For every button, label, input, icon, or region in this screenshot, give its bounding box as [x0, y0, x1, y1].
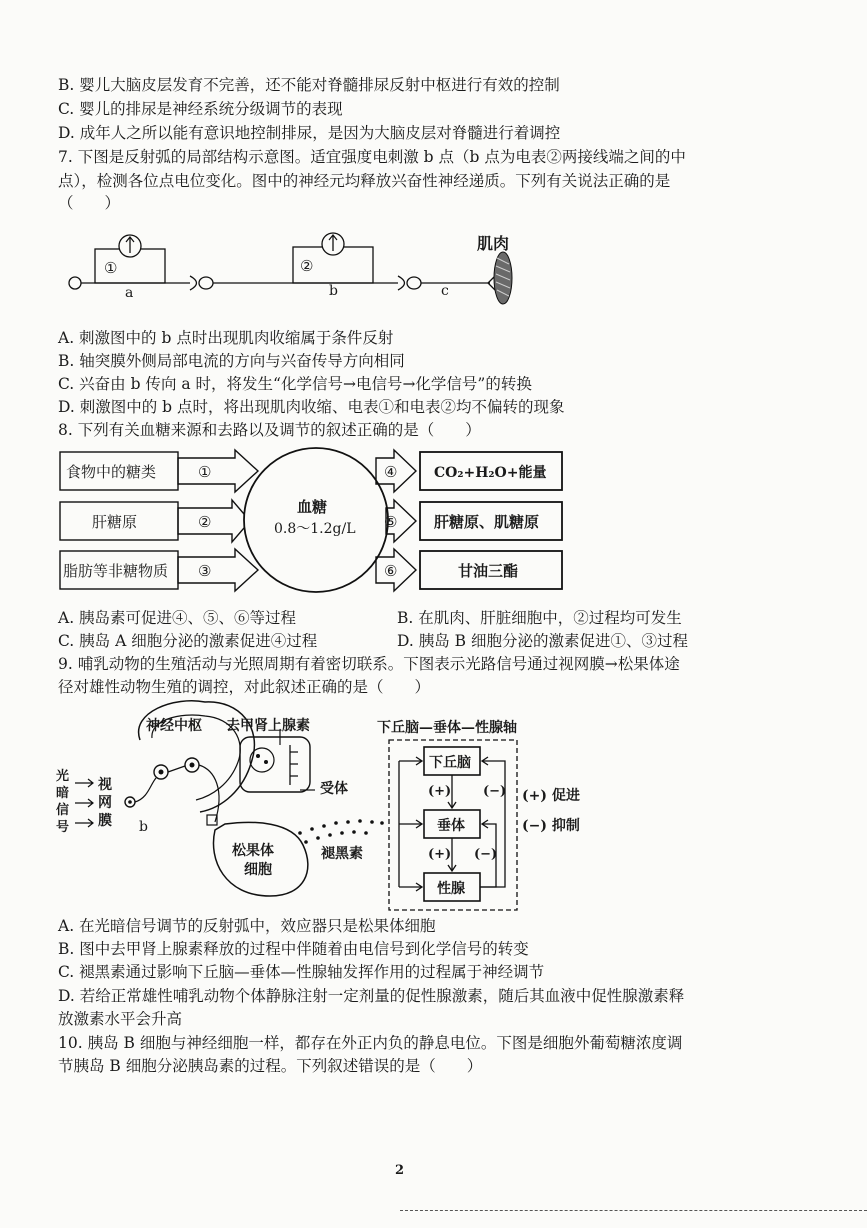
pineal-label-2: 细胞 — [244, 862, 272, 878]
pituitary-box: 垂体 — [437, 818, 465, 834]
q10-stem-line-2: 节胰岛 B 细胞分泌胰岛素的过程。下列叙述错误的是（ ） — [58, 1057, 483, 1075]
point-b-label: b — [329, 283, 338, 299]
light-signal-label-3: 信 — [56, 803, 70, 818]
melatonin-label: 褪黑素 — [321, 846, 363, 862]
q6-option-d: D. 成年人之所以能有意识地控制排尿，是因为大脑皮层对脊髓进行着调控 — [58, 124, 561, 142]
gonad-box: 性腺 — [437, 881, 465, 897]
hypothalamus-box: 下丘脑 — [429, 755, 471, 771]
point-a-label: a — [125, 285, 134, 301]
source-liver-glycogen: 肝糖原 — [92, 513, 138, 531]
retina-label-2: 网 — [98, 795, 112, 811]
promote-marker-1: (+) — [428, 784, 452, 799]
arrow-2-label: ② — [198, 513, 212, 531]
q7-option-d: D. 刺激图中的 b 点时，将出现肌肉收缩、电表①和电表②均不偏转的现象 — [58, 398, 565, 416]
q8-option-b: B. 在肌肉、肝脏细胞中，②过程均可发生 — [397, 609, 682, 627]
q9-stem-line-2: 径对雄性动物生殖的调控，对此叙述正确的是（ ） — [58, 678, 431, 696]
pineal-label-1: 松果体 — [232, 843, 274, 859]
light-signal-label-2: 暗 — [56, 786, 70, 801]
legend-promote: (+) 促进 — [522, 788, 580, 804]
blood-sugar-title: 血糖 — [297, 498, 328, 516]
q8-option-c: C. 胰岛 A 细胞分泌的激素促进④过程 — [58, 632, 318, 650]
arrow-3-label: ③ — [198, 562, 212, 580]
q6-option-c: C. 婴儿的排尿是神经系统分级调节的表现 — [58, 100, 343, 118]
arrow-5-label: ⑤ — [384, 513, 398, 531]
retina-label-3: 膜 — [98, 813, 112, 829]
arrow-1-label: ① — [198, 463, 212, 481]
q9-option-a: A. 在光暗信号调节的反射弧中，效应器只是松果体细胞 — [58, 917, 436, 935]
light-signal-label-1: 光 — [56, 769, 70, 784]
page-number: 2 — [395, 1163, 405, 1178]
q6-option-b: B. 婴儿大脑皮层发育不完善，还不能对脊髓排尿反射中枢进行有效的控制 — [58, 76, 560, 94]
promote-marker-2: (+) — [428, 847, 452, 862]
inhibit-marker-2: (−) — [474, 847, 498, 862]
bottom-rule — [400, 1210, 867, 1211]
meter-1-label: ① — [104, 259, 118, 277]
dest-oxidation: CO₂+H₂O+能量 — [434, 465, 547, 481]
muscle-label: 肌肉 — [477, 234, 510, 253]
legend-inhibit: (−) 抑制 — [522, 818, 580, 834]
q7-stem-line-2: 点），检测各位点电位变化。图中的神经元均释放兴奋性神经递质。下列有关说法正确的是 — [58, 172, 671, 190]
q10-stem-line-1: 10. 胰岛 B 细胞与神经细胞一样，都存在外正内负的静息电位。下图是细胞外葡萄糖浓度调 — [58, 1034, 683, 1052]
q9-option-d-line-2: 放激素水平会升高 — [58, 1010, 183, 1028]
q7-option-c: C. 兴奋由 b 传向 a 时，将发生“化学信号→电信号→化学信号”的转换 — [58, 375, 532, 393]
light-signal-label-4: 号 — [56, 820, 70, 835]
receptor-label: 受体 — [320, 781, 348, 797]
blood-sugar-range: 0.8～1.2g/L — [274, 521, 356, 537]
point-c-label: c — [441, 283, 449, 299]
inhibit-marker-1: (−) — [483, 784, 507, 799]
source-non-sugar: 脂肪等非糖物质 — [63, 562, 169, 580]
nerve-center-label: 神经中枢 — [146, 718, 202, 734]
q7-option-b: B. 轴突膜外侧局部电流的方向与兴奋传导方向相同 — [58, 352, 405, 370]
q9-stem-line-1: 9. 哺乳动物的生殖活动与光照周期有着密切联系。下图表示光路信号通过视网膜→松果体途 — [58, 655, 680, 673]
q7-stem-line-3: （ ） — [58, 194, 121, 212]
q8-option-d: D. 胰岛 B 细胞分泌的激素促进①、③过程 — [397, 632, 688, 650]
q8-option-a: A. 胰岛素可促进④、⑤、⑥等过程 — [58, 609, 297, 627]
source-dietary-sugar: 食物中的糖类 — [66, 463, 157, 481]
dest-triglyceride: 甘油三酯 — [458, 562, 519, 580]
arrow-6-label: ⑥ — [384, 562, 398, 580]
retina-label-1: 视 — [98, 777, 112, 793]
dest-glycogen: 肝糖原、肌糖原 — [434, 513, 540, 531]
q7-stem-line-1: 7. 下图是反射弧的局部结构示意图。适宜强度电刺激 b 点（b 点为电表②两接线端之间的中 — [58, 148, 686, 166]
q9-option-b: B. 图中去甲肾上腺素释放的过程中伴随着由电信号到化学信号的转变 — [58, 940, 529, 958]
q8-stem: 8. 下列有关血糖来源和去路以及调节的叙述正确的是（ ） — [58, 421, 481, 439]
q9-option-d-line-1: D. 若给正常雄性哺乳动物个体静脉注射一定剂量的促性腺激素，随后其血液中促性腺激素释 — [58, 987, 685, 1005]
meter-2-label: ② — [300, 257, 314, 275]
arrow-4-label: ④ — [384, 463, 398, 481]
norepinephrine-label: 去甲肾上腺素 — [226, 718, 310, 734]
q9-option-c: C. 褪黑素通过影响下丘脑—垂体—性腺轴发挥作用的过程属于神经调节 — [58, 963, 545, 981]
q7-option-a: A. 刺激图中的 b 点时出现肌肉收缩属于条件反射 — [58, 329, 394, 347]
point-b-label: b — [139, 819, 148, 835]
hpg-axis-title: 下丘脑—垂体—性腺轴 — [377, 720, 517, 736]
